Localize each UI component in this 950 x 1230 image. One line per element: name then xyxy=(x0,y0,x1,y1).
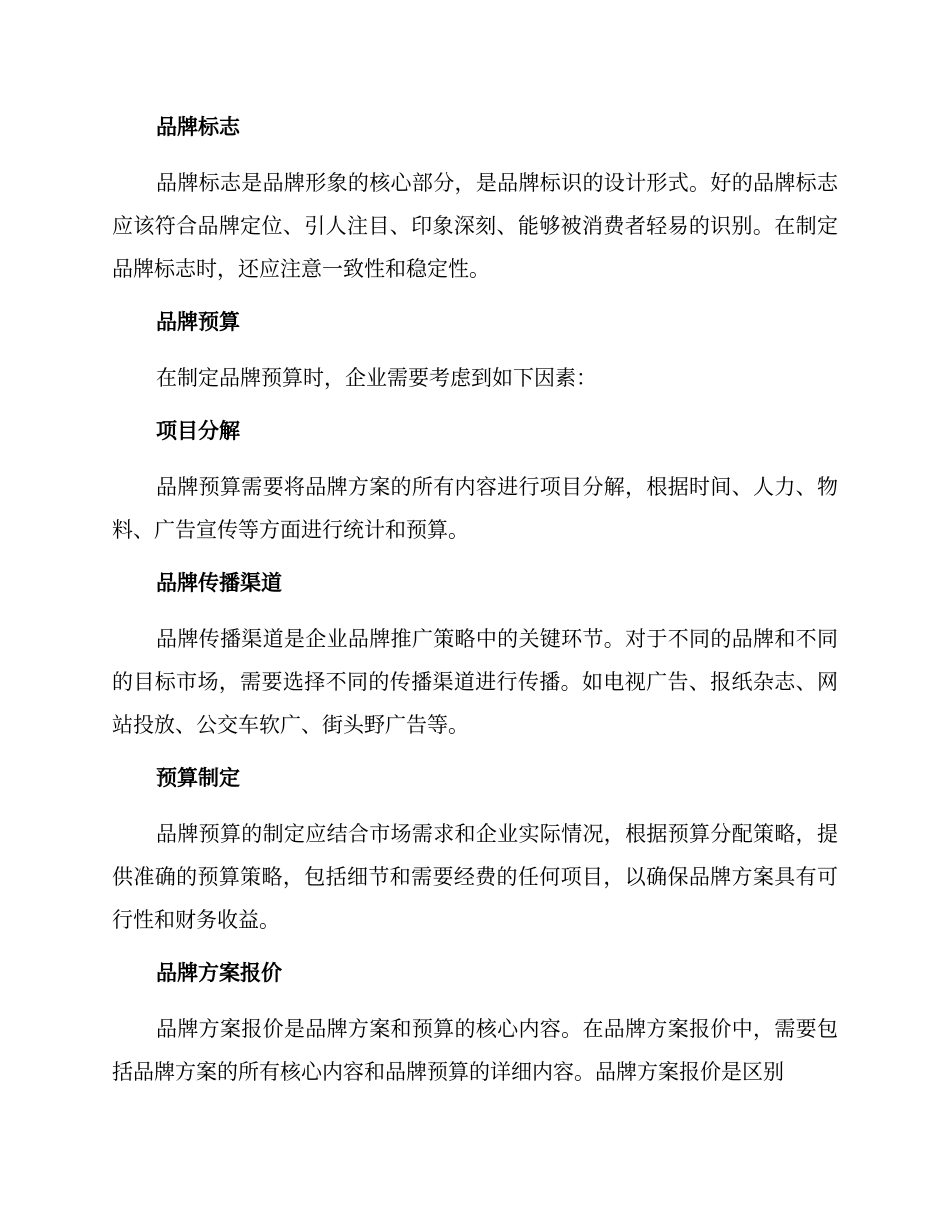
section-title-project-breakdown: 项目分解 xyxy=(156,419,240,443)
section-title-brand-quote: 品牌方案报价 xyxy=(156,961,282,985)
document-body xyxy=(112,106,838,1094)
paragraph-brand-quote: 品牌方案报价是品牌方案和预算的核心内容。在品牌方案报价中，需要包括品牌方案的所有核心内容和品牌预算的详细内容。品牌方案报价是区别 xyxy=(112,1017,838,1084)
paragraph-brand-channels: 品牌传播渠道是企业品牌推广策略中的关键环节。对于不同的品牌和不同的目标市场，需要选择不同的传播渠道进行传播。如电视广告、报纸杂志、网站投放、公交车软广、街头野广告等。 xyxy=(112,627,838,737)
section-title-budget-formulation: 预算制定 xyxy=(156,766,240,790)
paragraph-project-breakdown: 品牌预算需要将品牌方案的所有内容进行项目分解，根据时间、人力、物料、广告宣传等方面进行统计和预算。 xyxy=(112,475,838,542)
section-title-brand-budget: 品牌预算 xyxy=(156,310,240,334)
section-title-brand-channels: 品牌传播渠道 xyxy=(156,571,282,595)
paragraph-brand-budget: 在制定品牌预算时，企业需要考虑到如下因素： xyxy=(156,366,597,390)
paragraph-budget-formulation: 品牌预算的制定应结合市场需求和企业实际情况，根据预算分配策略，提供准确的预算策略，包括细节和需要经费的任何项目，以确保品牌方案具有可行性和财务收益。 xyxy=(112,822,838,932)
paragraph-brand-logo: 品牌标志是品牌形象的核心部分，是品牌标识的设计形式。好的品牌标志应该符合品牌定位、引人注目、印象深刻、能够被消费者轻易的识别。在制定品牌标志时，还应注意一致性和稳定性。 xyxy=(112,171,838,281)
section-title-brand-logo: 品牌标志 xyxy=(156,115,240,139)
